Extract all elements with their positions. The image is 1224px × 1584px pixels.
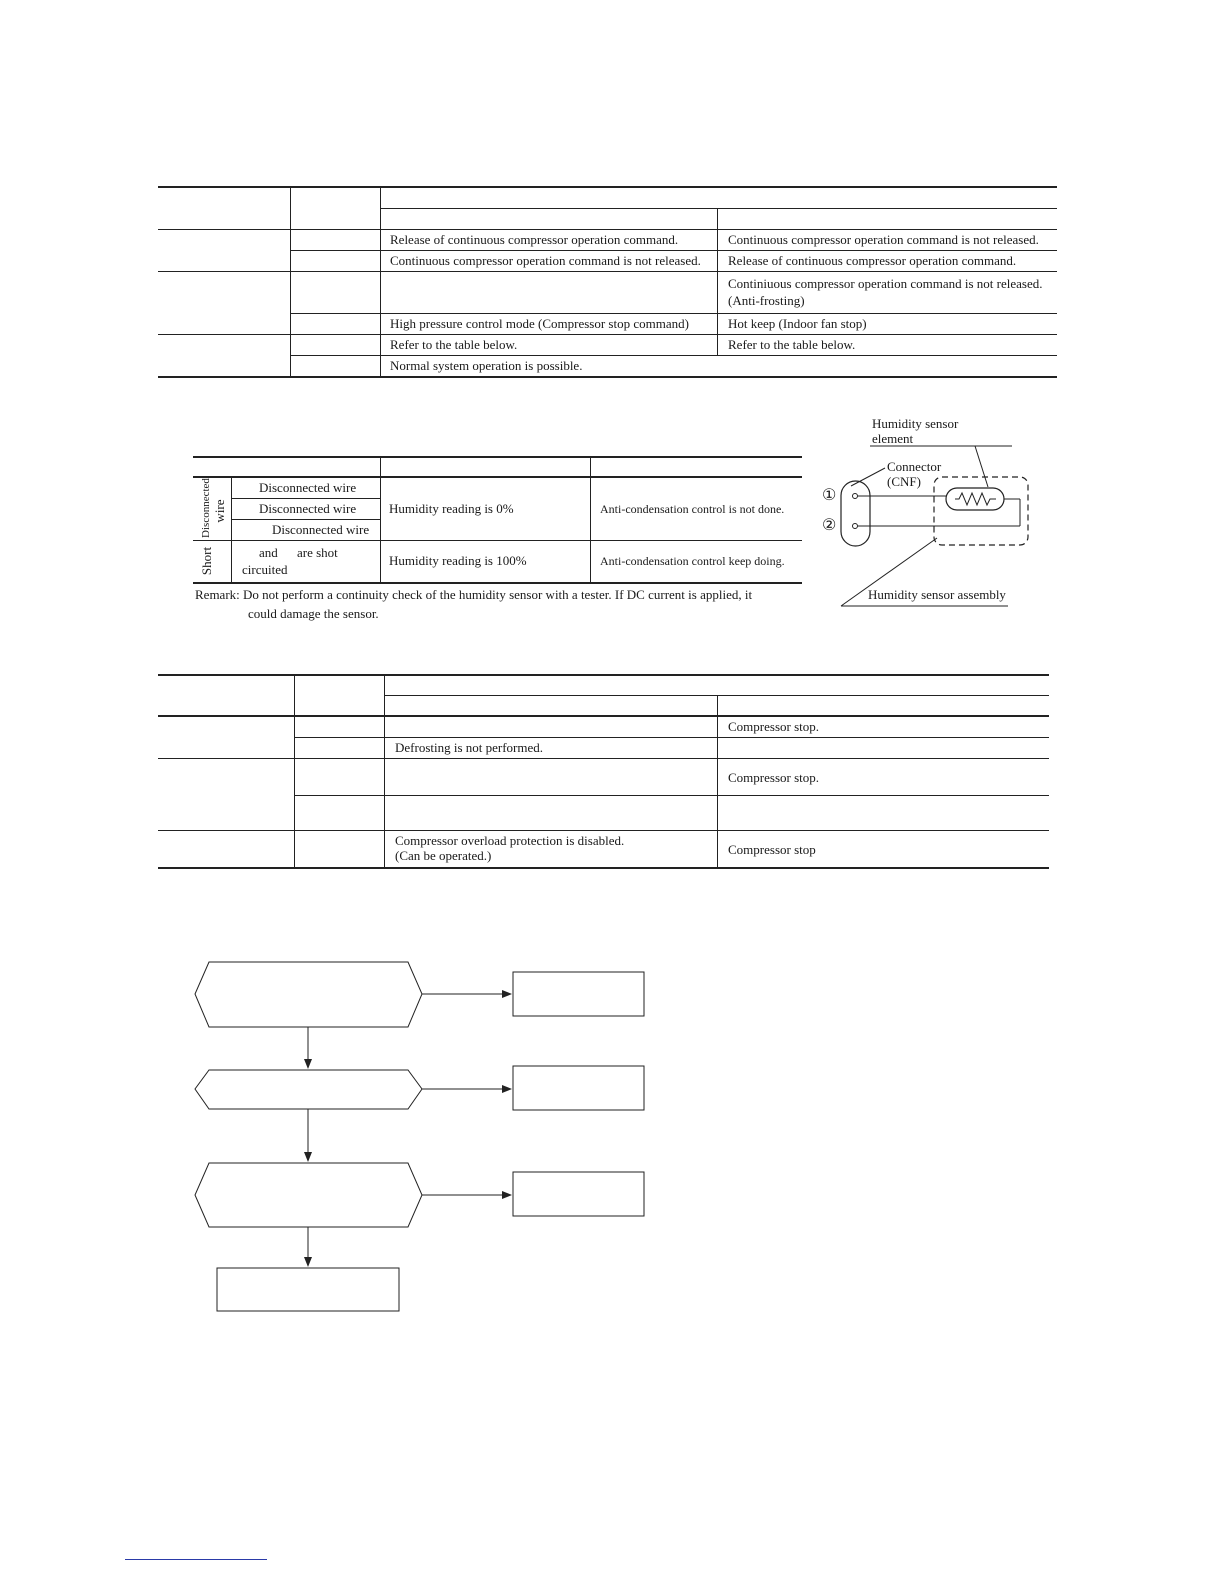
table1-cell: (Anti-frosting) — [728, 293, 805, 308]
table1-cell: Refer to the table below. — [390, 337, 518, 352]
decision-3 — [195, 1163, 422, 1227]
table2-cell: Compressor stop. — [728, 719, 819, 734]
decision-2 — [195, 1070, 422, 1109]
disconnected-reading: Humidity reading is 0% — [389, 501, 514, 516]
remark-line-1: Remark: Do not perform a continuity check of the humidity sensor with a tester. If DC current is applied, it — [195, 587, 753, 602]
group-label-wire: wire — [212, 499, 227, 523]
short-result: Anti-condensation control keep doing. — [600, 554, 785, 568]
result-box-1 — [513, 972, 644, 1016]
table1-cell: Normal system operation is possible. — [390, 358, 583, 373]
disconnected-result: Anti-condensation control is not done. — [600, 502, 785, 516]
table2-cell: Compressor stop. — [728, 770, 819, 785]
short-reading: Humidity reading is 100% — [389, 553, 527, 568]
table1-cell: Refer to the table below. — [728, 337, 856, 352]
table2-cell: Defrosting is not performed. — [395, 740, 544, 755]
short-text-are-shot: are shot — [297, 545, 338, 560]
pin-2-label: ② — [822, 517, 837, 534]
disconnected-row-2: Disconnected wire — [259, 501, 357, 516]
final-box — [217, 1268, 399, 1311]
disconnected-row-1: Disconnected wire — [259, 480, 357, 495]
disconnected-row-3: Disconnected wire — [272, 522, 370, 537]
element-label-line-1: Humidity sensor — [872, 416, 959, 431]
short-text-and: and — [259, 545, 278, 560]
short-text-circuited: circuited — [242, 562, 288, 577]
table1-cell: Release of continuous compressor operation command. — [728, 253, 1017, 268]
remark-line-2: could damage the sensor. — [248, 606, 379, 621]
result-box-3 — [513, 1172, 644, 1216]
table1-cell: Release of continuous compressor operation command. — [390, 232, 679, 247]
decision-1 — [195, 962, 422, 1027]
table2-cell: Compressor stop — [728, 842, 816, 857]
connector-label-line-2: (CNF) — [887, 474, 921, 489]
footer-link-underline[interactable] — [125, 1559, 267, 1560]
table1-cell: Continuous compressor operation command is not released. — [390, 253, 701, 268]
table2-cell: Compressor overload protection is disabled. — [395, 833, 625, 848]
pin-1-label: ① — [822, 487, 837, 504]
connector-label-line-1: Connector — [887, 459, 942, 474]
table2-cell: (Can be operated.) — [395, 848, 492, 863]
table1-cell: High pressure control mode (Compressor stop command) — [390, 316, 689, 331]
group-label-short: Short — [199, 546, 214, 576]
result-box-2 — [513, 1066, 644, 1110]
table1-cell: Continuous compressor operation command is not released. — [728, 232, 1039, 247]
table1-cell: Continiuous compressor operation command is not released. — [728, 276, 1043, 291]
table1-cell: Hot keep (Indoor fan stop) — [728, 316, 867, 331]
assembly-label: Humidity sensor assembly — [868, 587, 1006, 602]
group-label-disconnected: Disconnected — [200, 478, 212, 538]
element-label-line-2: element — [872, 431, 914, 446]
